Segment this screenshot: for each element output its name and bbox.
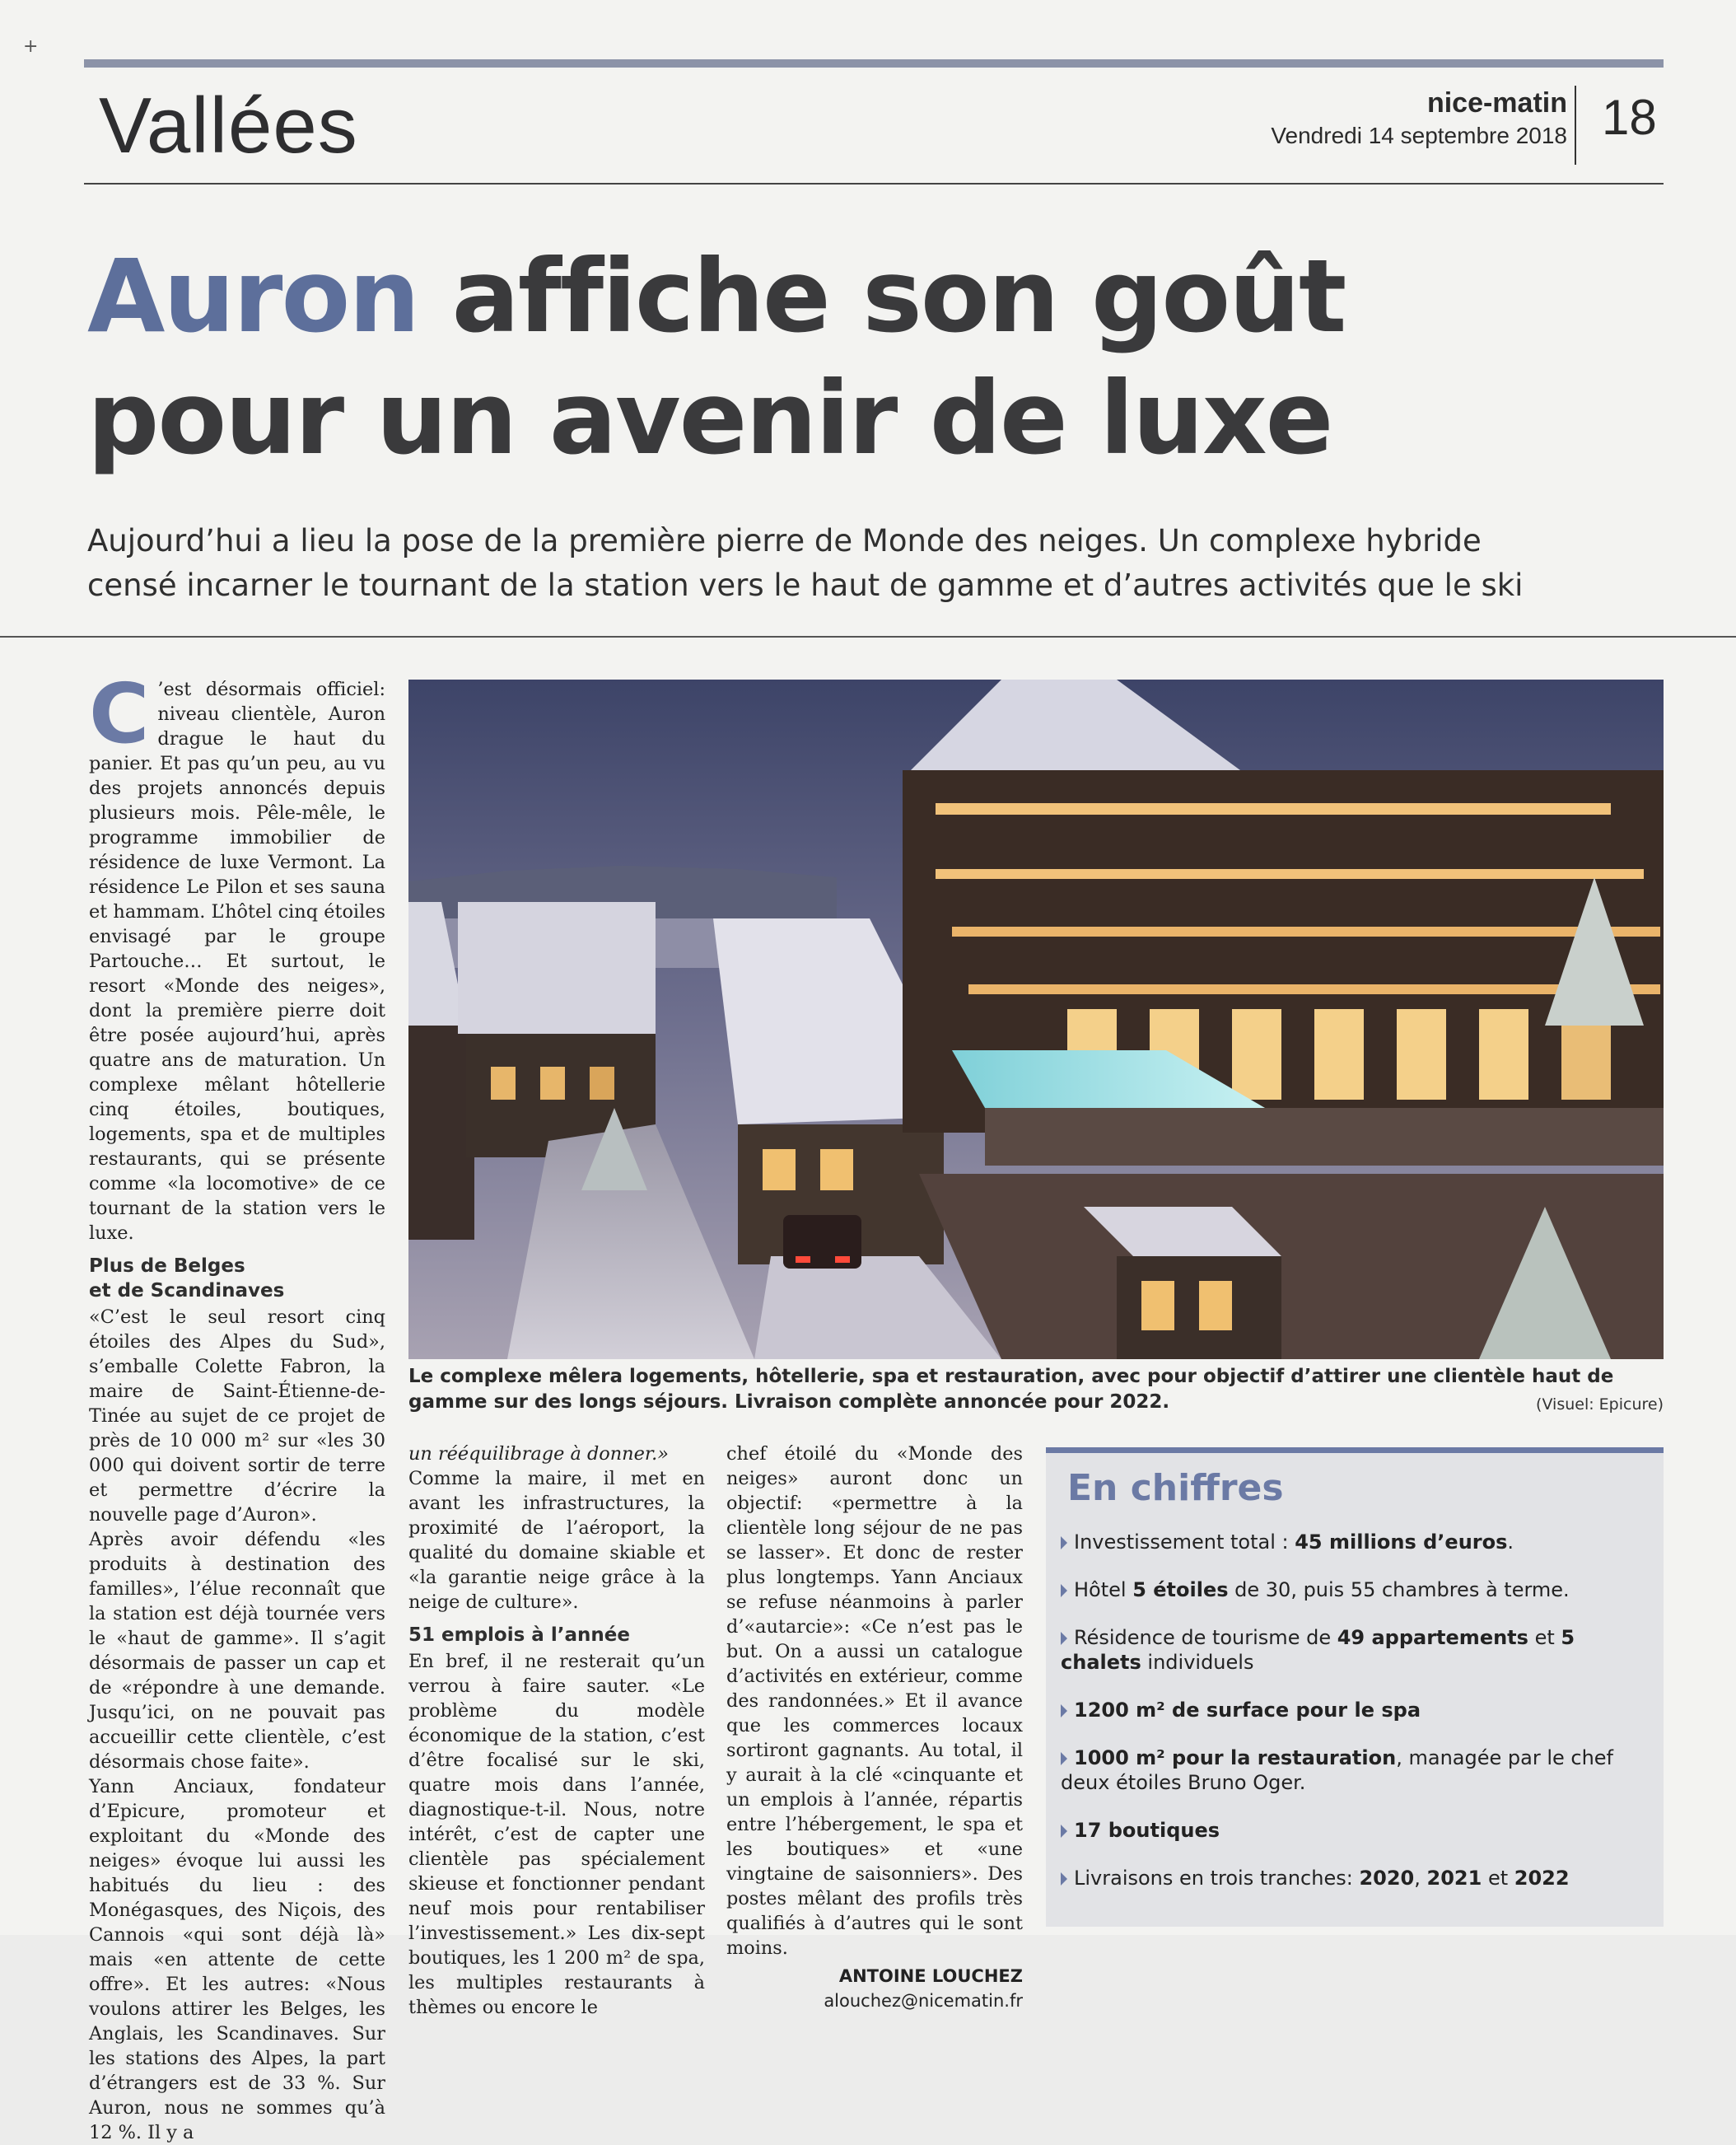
figure-text: Hôtel — [1074, 1578, 1133, 1601]
bullet-icon — [1061, 1704, 1067, 1717]
figure-text: Livraisons en trois tranches: — [1074, 1867, 1360, 1890]
window — [820, 1149, 853, 1190]
section-title: Vallées — [99, 82, 358, 170]
figure-item — [1061, 1625, 1647, 1675]
figure-text: Investissement total : — [1074, 1530, 1295, 1554]
subheading-2: 51 emplois à l’année — [408, 1624, 630, 1646]
headline-rule — [0, 636, 1736, 638]
figure-text: , — [1414, 1867, 1427, 1890]
col1-paragraph-1: ’est désormais officiel: niveau clientèle, Auron drague le haut du panier. Et pas qu’un peu, au vu des projets annoncés depuis plusieurs mois. Pêle-mêle, le programme immobilier de résidence de luxe Vermont. La résidence Le Pilon et ses sauna et hammam. L’hôtel cinq étoiles envisagé par le groupe Partouche… Et surtout, le resort «Monde des neiges», dont la première pierre doit être posée aujourd’hui, après quatre ans de maturation. Un complexe mêlant hôtellerie cinq étoiles, boutiques, logements, spa et de multiples restaurants, qui se présente comme «la locomotive» de ce tournant de la station vers le luxe. — [89, 679, 385, 1244]
figure-item — [1061, 1745, 1647, 1795]
figure-text: . — [1507, 1530, 1514, 1554]
window — [540, 1067, 565, 1100]
paper-name: nice-matin — [1426, 87, 1567, 119]
figure-text: , managée par le chef deux étoiles Bruno Oger. — [1061, 1746, 1613, 1794]
figure-value: 45 millions d’euros — [1295, 1530, 1508, 1554]
figure-value: 5 étoiles — [1132, 1578, 1229, 1601]
bullet-icon — [1061, 1536, 1067, 1549]
figure-text: et — [1482, 1867, 1514, 1890]
box-top-bar — [1046, 1447, 1664, 1453]
figure-item — [1061, 1577, 1647, 1602]
terrace — [985, 1108, 1664, 1166]
chalet-roof-2 — [458, 902, 656, 1034]
bullet-icon — [1061, 1752, 1067, 1765]
bullet-icon — [1061, 1872, 1067, 1886]
article-column-1 — [89, 666, 385, 2145]
bullet-icon — [1061, 1584, 1067, 1597]
window — [1141, 1281, 1174, 1330]
headline — [87, 236, 1345, 479]
figure-text: et — [1528, 1626, 1561, 1649]
drop-cap: C — [89, 666, 150, 762]
chalet-left — [408, 1026, 474, 1240]
resort-illustration — [408, 680, 1664, 1359]
box-title: En chiffres — [1067, 1467, 1284, 1509]
figure-value: 1000 m² pour la restauration — [1074, 1746, 1397, 1769]
col2-paragraph-3: En bref, il ne resterait qu’un verrou à faire sauter. «Le problème du modèle économique de la station, c’est d’être focalisé sur le ski, quatre mois dans l’année, diagnostique-t-il. Nous, notre intérêt, c’est de capter une clientèle pas spécialement skieuse et fonctionner pendant neuf mois pour rentabiliser l’investissement.» Les dix-sept boutiques, les 1 200 m² de spa, les multiples restaurants à thèmes ou encore le — [408, 1651, 705, 2018]
col1-paragraph-3: Après avoir défendu «les produits à destination des familles», l’élue reconnaît que la station est déjà tournée vers le «haut de gamme». Il s’agit désormais de passer un cap et de «répondre à une demande. Jusqu’ici, on ne pouvait pas accueillir cette clientèle, c’est désormais chose faite». — [89, 1529, 385, 1773]
figure-text: de 30, puis 55 chambres à terme. — [1228, 1578, 1570, 1601]
photo-credit: (Visuel: Epicure) — [1536, 1395, 1664, 1414]
article-column-2 — [408, 1442, 705, 2020]
subheading-1 — [89, 1254, 385, 1303]
subheading-1-line1: Plus de Belges — [89, 1255, 245, 1277]
col1-paragraph-4: Yann Anciaux, fondateur d’Epicure, promoteur et exploitant du «Monde des neiges» évoque lui aussi les habitués du lieu : des Monégasques, des Niçois, des Cannois «qui sont déjà là» mais «en attente de cette offre». Et les autres: «Nous voulons attirer les Belges, les Anglais, les Scandinaves. Sur les stations des Alpes, la part d’étrangers est de 33 %. Sur Auron, nous ne sommes qu’à 12 %. Il y a — [89, 1776, 385, 2143]
masthead-divider — [1575, 86, 1576, 165]
car-light — [835, 1256, 850, 1263]
figure-value: 5 chalets — [1061, 1626, 1575, 1674]
car-light — [796, 1256, 810, 1263]
page-number: 18 — [1602, 90, 1657, 145]
window — [763, 1149, 796, 1190]
figure-value: 2022 — [1514, 1867, 1570, 1890]
top-color-bar — [84, 59, 1664, 68]
figure-item — [1061, 1818, 1647, 1843]
headline-line2: pour un avenir de luxe — [87, 360, 1332, 477]
headline-highlight: Auron — [87, 238, 419, 355]
crop-mark-icon: + — [23, 36, 39, 57]
col2-paragraph-2: Comme la maire, il met en avant les infrastructures, la proximité de l’aéroport, la qualité du domaine skiable et «la garantie neige grâce à la neige de culture». — [408, 1468, 705, 1613]
standfirst-line2: censé incarner le tournant de la station vers le haut de gamme et d’autres activités que le ski — [87, 568, 1524, 603]
figure-value: 17 boutiques — [1074, 1819, 1220, 1842]
author-email[interactable]: alouchez@nicematin.fr — [824, 1991, 1023, 2011]
window — [491, 1067, 516, 1100]
window — [590, 1067, 614, 1100]
hero-photo — [408, 680, 1664, 1359]
key-figures-list — [1061, 1530, 1647, 1914]
masthead-brand — [1271, 87, 1567, 149]
author-byline: ANTOINE LOUCHEZ — [838, 1966, 1023, 1986]
window — [1199, 1281, 1232, 1330]
figure-item — [1061, 1698, 1647, 1722]
issue-date: Vendredi 14 septembre 2018 — [1271, 123, 1567, 148]
photo-caption: Le complexe mêlera logements, hôtellerie, spa et restauration, avec pour objectif d’attirer une clientèle haut de gamme sur des longs séjours. Livraison complète annoncée pour 2022. — [408, 1366, 1614, 1413]
header-rule — [84, 183, 1664, 185]
figure-value: 49 appartements — [1337, 1626, 1528, 1649]
standfirst-line1: Aujourd’hui a lieu la pose de la première pierre de Monde des neiges. Un complexe hybride — [87, 523, 1482, 558]
key-figures-box — [1046, 1447, 1664, 1927]
subheading-1-line2: et de Scandinaves — [89, 1280, 285, 1301]
figure-text: individuels — [1141, 1651, 1254, 1674]
col1-paragraph-2: «C’est le seul resort cinq étoiles des Alpes du Sud», s’emballe Colette Fabron, la maire de Saint-Étienne-de-Tinée au sujet de ce projet de près de 10 000 m² sur «les 30 000 qui doivent sortir de terre et permettre d’écrire la nouvelle page d’Auron». — [89, 1306, 385, 1526]
figure-text: Résidence de tourisme de — [1074, 1626, 1337, 1649]
col3-paragraph-1: chef étoilé du «Monde des neiges» auront donc un objectif: «permettre à la clientèle long séjour de ne pas se lasser». Et donc de rester plus longtemps. Yann Anciaux se refuse néanmoins à parler d’«autarcie»: «Ce n’est pas le but. On a aussi un catalogue d’activités en extérieur, comme des randonnées.» Et il avance que les commerces locaux sortiront gagnants. Au total, il y aurait à la clé «cinquante et un emplois à l’année, répartis entre l’hébergement, le spa et les boutiques» et «une vingtaine de saisonniers». Des postes mêlant des profils très qualifiés à d’autres qui le sont moins. — [726, 1443, 1023, 1959]
article-column-3 — [726, 1442, 1023, 2013]
headline-line1: affiche son goût — [418, 238, 1346, 355]
figure-item — [1061, 1866, 1647, 1890]
bullet-icon — [1061, 1632, 1067, 1645]
bullet-icon — [1061, 1825, 1067, 1838]
col2-paragraph-1: un rééquilibrage à donner.» — [408, 1443, 669, 1465]
figure-value: 2020 — [1359, 1867, 1415, 1890]
standfirst — [87, 519, 1523, 608]
figure-value: 2021 — [1426, 1867, 1482, 1890]
figure-item — [1061, 1530, 1647, 1554]
figure-value: 1200 m² de surface pour le spa — [1074, 1699, 1421, 1722]
